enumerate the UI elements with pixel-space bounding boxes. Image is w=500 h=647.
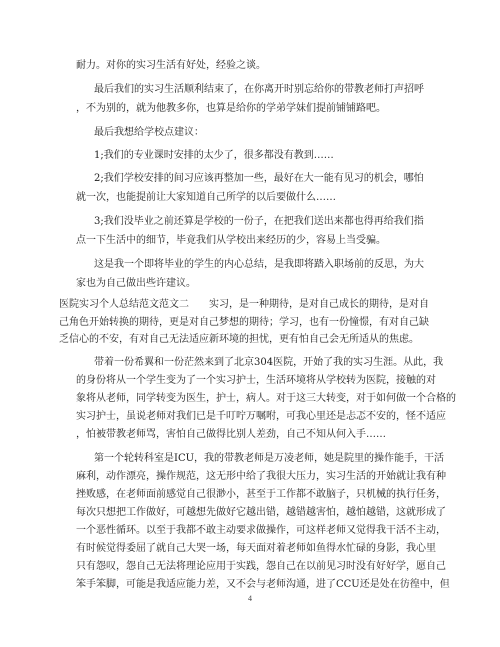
text-line: 1;我们的专业课时安排的太少了，很多都没有教到…… [94, 150, 334, 161]
text-line: 就一次，也能提前让大家知道自己所学的以后要做什么…… [76, 192, 336, 203]
text-line: 只有怨叹，怨自己无法将理论应用于实践，怨自己在以前见习时没有好好学，愿自己 [76, 561, 446, 572]
text-line: 挫败感，在老师面前感觉自己很渺小，甚至于工作都不敢脑子，只机械的执行任务， [76, 489, 446, 500]
page-number: 4 [248, 594, 252, 603]
text-line: 一个恶性循环。以至于我都不敢主动要求做操作，可这样老师又觉得我干活不主动， [76, 525, 446, 536]
text-line: 象将从老师，同学转变为医生，护士，病人。对于这三大转变，对于如何做一个合格的 [76, 393, 456, 404]
text-line: ，不为别的，就为他教多你，也算是给你的学弟学妹们提前铺铺路吧。 [76, 103, 386, 114]
text-line: 家也为自己做出些许建议。 [76, 278, 196, 289]
text-line: 最后我们的实习生活顺利结束了，在你离开时别忘给你的带教老师打声招呼 [94, 84, 424, 95]
text-line: 麻利，动作漂亮，操作规范，这无形中给了我很大压力，实习生活的开始就让我有种 [76, 471, 446, 482]
text-line: 有时候觉得委屈了就自己大哭一场，每天面对着老师如鱼得水忙碌的身影，我心里 [76, 543, 436, 554]
text-line: 每次只想把工作做好，可越想先做好它越出错，越错越害怕，越怕越错，这就形成了 [76, 507, 446, 518]
text-line: 2;我们学校安排的间习应该再整加一些，最好在大一能有见习的机会，哪怕 [94, 173, 424, 184]
text-line: ，怕被带教老师骂，害怕自己做得比别人差劲，自己不知从何入手…… [76, 429, 386, 440]
text-line: 的身份将从一个学生变为了一个实习护士，生活环境将从学校转为医院，接触的对 [76, 375, 436, 386]
text-line: 带着一份希翼和一份茫然来到了北京304医院，开始了我的实习生涯。从此，我 [94, 357, 444, 368]
text-line: 实习护士，虽说老师对我们已是千叮咛万嘱咐，可我心里还是忐忑不安的，怪不适应 [76, 411, 446, 422]
text-line: 第一个轮转科室是ICU，我的带教老师是万凌老师，她是院里的操作能手，干活 [94, 453, 445, 464]
text-line: 点一下生活中的细节，毕竟我们从学校出来经历的少，容易上当受骗。 [76, 235, 386, 246]
text-line: 己角色开始转换的期待，更是对自己梦想的期待；学习，也有一份憧憬，有对自己缺 [59, 317, 429, 328]
text-line: 乏信心的不安，有对自己无法适应新环境的担忧，更有怕自己会无所适从的焦虑。 [59, 334, 419, 345]
text-line: 耐力。对你的实习生活有好处，经验之谈。 [76, 60, 266, 71]
text-line: 医院实习个人总结范文范文二 实习，是一种期待，是对自己成长的期待，是对自 [59, 299, 429, 310]
text-line: 笨手笨脚，可能是我适应能力差，又不会与老师沟通，进了CCU还是处在彷徨中，但 [76, 579, 450, 590]
text-line: 3;我们没毕业之前还算是学校的一份子，在把我们送出来都也得再给我们指 [94, 216, 424, 227]
text-line: 最后我想给学校点建议： [94, 127, 204, 138]
text-line: 这是我一个即将毕业的学生的内心总结，是我即将踏入职场前的反思，为大 [94, 259, 424, 270]
